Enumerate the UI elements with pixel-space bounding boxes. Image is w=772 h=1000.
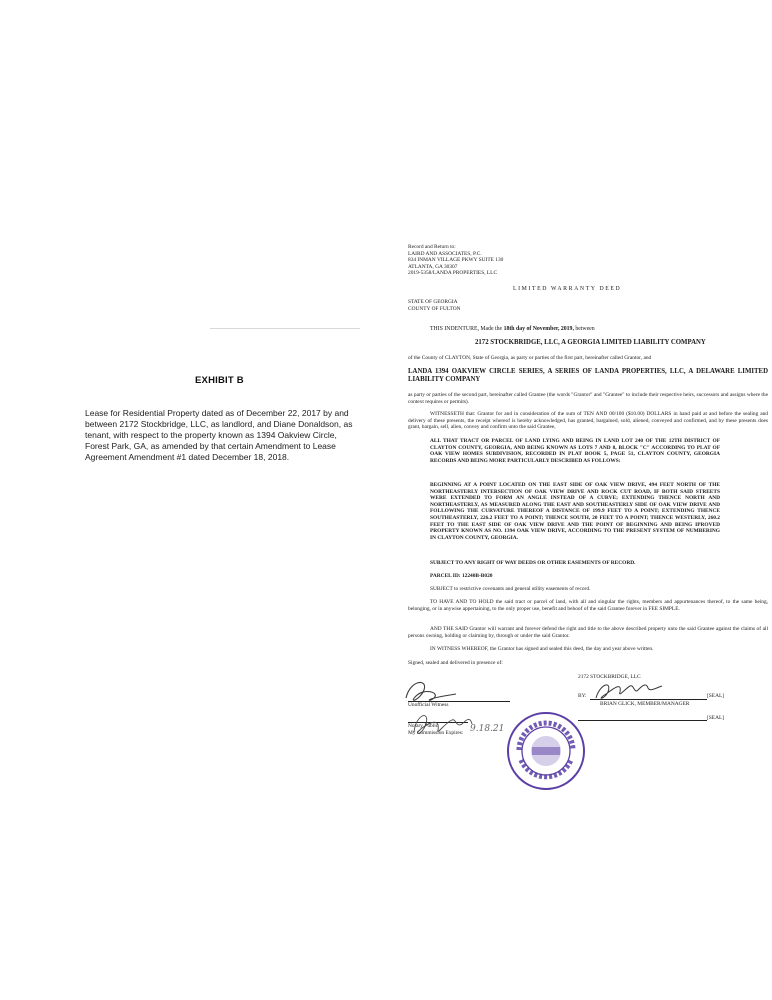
commission-expires-label: My Commission Expires: bbox=[408, 730, 464, 736]
exhibit-body: Lease for Residential Property dated as of December 22, 2017 by and between 2172 Stockbridge, LLC, as landlord, and Diane Donaldson, as tenant, with respect to the property known as 1394 Oakview Circle, Forest Park, GA, as amended by that certain Amendment to Lease Agreement Amendment #1 dated December 18, 2018. bbox=[85, 408, 353, 462]
grantor-signature bbox=[596, 685, 662, 698]
state-county bbox=[408, 299, 461, 312]
notary-signature bbox=[414, 716, 472, 734]
return-line: 834 INMAN VILLAGE PKWY SUITE 130 bbox=[408, 257, 504, 264]
witness-signature bbox=[406, 682, 456, 700]
unofficial-witness-label: Unofficial Witness bbox=[408, 702, 449, 708]
warranty-paragraph: AND THE SAID Grantor will warrant and forever defend the right and title to the above described property unto the said Grantee against the claims of all persons owning, holding or claiming by, through or under the said Grantor. bbox=[408, 626, 768, 639]
grantor-name: 2172 STOCKBRIDGE, LLC, A GEORGIA LIMITED LIABILITY COMPANY bbox=[475, 339, 706, 346]
indenture-suffix: between bbox=[573, 326, 595, 332]
state-line: STATE OF GEORGIA bbox=[408, 299, 458, 305]
seal-band bbox=[532, 747, 560, 755]
notary-seal-stamp bbox=[505, 710, 587, 792]
divider-line bbox=[210, 328, 360, 329]
county-line: of the County of CLAYTON, State of Georgia, as party or parties of the first part, hereinafter called Grantor, and bbox=[408, 355, 652, 361]
signed-sealed-line: Signed, sealed and delivered in presence of: bbox=[408, 660, 503, 666]
grantee-description: as party or parties of the second part, hereinafter called Grantee (the words "Grantor" and "Grantee" to include their respective heirs, successors and assigns where the context requires or permits). bbox=[408, 392, 768, 405]
return-line: LAIRD AND ASSOCIATES, P.C. bbox=[408, 250, 482, 257]
subject-easements: SUBJECT TO ANY RIGHT OF WAY DEEDS OR OTHER EASEMENTS OF RECORD. bbox=[430, 560, 636, 566]
return-line: Record and Return to: bbox=[408, 244, 456, 250]
indenture-date: 18th day of November, 2019, bbox=[503, 326, 574, 332]
commission-expiration-date: 9.18.21 bbox=[470, 724, 505, 734]
by-label: BY: bbox=[578, 693, 587, 699]
exhibit-title: EXHIBIT B bbox=[195, 375, 244, 386]
signer-title: BRIAN GLICK, MEMBER/MANAGER bbox=[600, 701, 690, 707]
legal-description: BEGINNING AT A POINT LOCATED ON THE EAST SIDE OF OAK VIEW DRIVE, 494 FEET NORTH OF THE NORTHEASTERLY INTERSECTION OF OAK VIEW DRIVE AND ROCK CUT ROAD, IF BOTH SAID STREETS WERE EXTENDED TO FORM AN ANGLE INSTEAD OF A CURVE; EXTENDING THENCE NORTH AND NORTHEASTERLY, AS MEASURED ALONG THE EAST AND SOUTHEASTERLY SIDE OF OAK VIEW DRIVE AND FOLLOWING THE CURVATURE THEREOF A DISTANCE OF 199.9 FEET TO A POINT; EXTENDING THENCE SOUTHEASTERLY, 226.2 FEET TO A POINT; THENCE SOUTH, 20 FEET TO A POINT; THENCE WESTERLY, 260.2 FEET TO THE EAST SIDE OF OAK VIEW DRIVE AND THE POINT OF BEGINNING AND BEING IPROVED PROPERTY KNOWN AS NO. 1394 OAK VIEW DRIVE, ACCORDING TO THE PRESENT SYSTEM OF NUMBERING IN CLAYTON COUNTY, GEORGIA. bbox=[430, 482, 720, 541]
notary-public-label: Notary Public bbox=[408, 723, 439, 729]
seal-label: [SEAL] bbox=[707, 715, 725, 721]
habendum-paragraph: TO HAVE AND TO HOLD the said tract or parcel of land, with all and singular the rights, members and appurtenances thereof, to the same being, belonging, or in anywise appertaining, to the only proper use, benefit and behoof of the said Grantee forever in FEE SIMPLE. bbox=[408, 599, 768, 612]
county-heading: COUNTY OF FULTON bbox=[408, 305, 461, 312]
subject-covenants: SUBJECT to restrictive covenants and general utility easements of record. bbox=[430, 586, 591, 592]
tract-description: ALL THAT TRACT OR PARCEL OF LAND LYING AND BEING IN LAND LOT 240 OF THE 12TH DISTRICT OF CLAYTON COUNTY, GEORGIA, AND BEING KNOWN AS LOTS 7 AND 8, BLOCK "C" ACCORDING TO PLAT OF OAK VIEW HOMES SUBDIVISION, RECORDED IN PLAT BOOK 5, PAGE 51, CLAYTON COUNTY, GEORGIA RECORDS AND BEING MORE PARTICULARLY DESCRIBED AS FOLLOWS: bbox=[430, 438, 720, 464]
return-address bbox=[408, 244, 608, 277]
indenture-line bbox=[430, 326, 730, 333]
return-line: ATLANTA, GA 30307 bbox=[408, 263, 458, 270]
indenture-prefix: THIS INDENTURE, Made the bbox=[430, 326, 504, 332]
return-line: 2019-5358/LANDA PROPERTIES, LLC bbox=[408, 270, 498, 277]
grantor-signature-name: 2172 STOCKBRIDGE, LLC bbox=[578, 674, 641, 680]
witnesseth-paragraph: WITNESSETH that: Grantor for and in consideration of the sum of TEN AND 00/100 ($10.00) DOLLARS in hand paid at and before the sealing and delivery of these presents, the receipt whereof is hereby acknowledged, has granted, bargained, sold, aliened, conveyed and confirmed, and by these presents does grant, bargain, sell, alien, convey and confirm unto the said Grantee, bbox=[408, 411, 768, 431]
seal-label: [SEAL] bbox=[707, 693, 725, 699]
grantee-name: LANDA 1394 OAKVIEW CIRCLE SERIES, A SERIES OF LANDA PROPERTIES, LLC, A DELAWARE LIMITED LIABILITY COMPANY bbox=[408, 368, 768, 384]
parcel-id: PARCEL ID: 12240B-B020 bbox=[430, 573, 493, 579]
witness-whereof: IN WITNESS WHEREOF, the Grantor has signed and sealed this deed, the day and year above written. bbox=[430, 646, 654, 652]
deed-title: LIMITED WARRANTY DEED bbox=[513, 286, 622, 292]
